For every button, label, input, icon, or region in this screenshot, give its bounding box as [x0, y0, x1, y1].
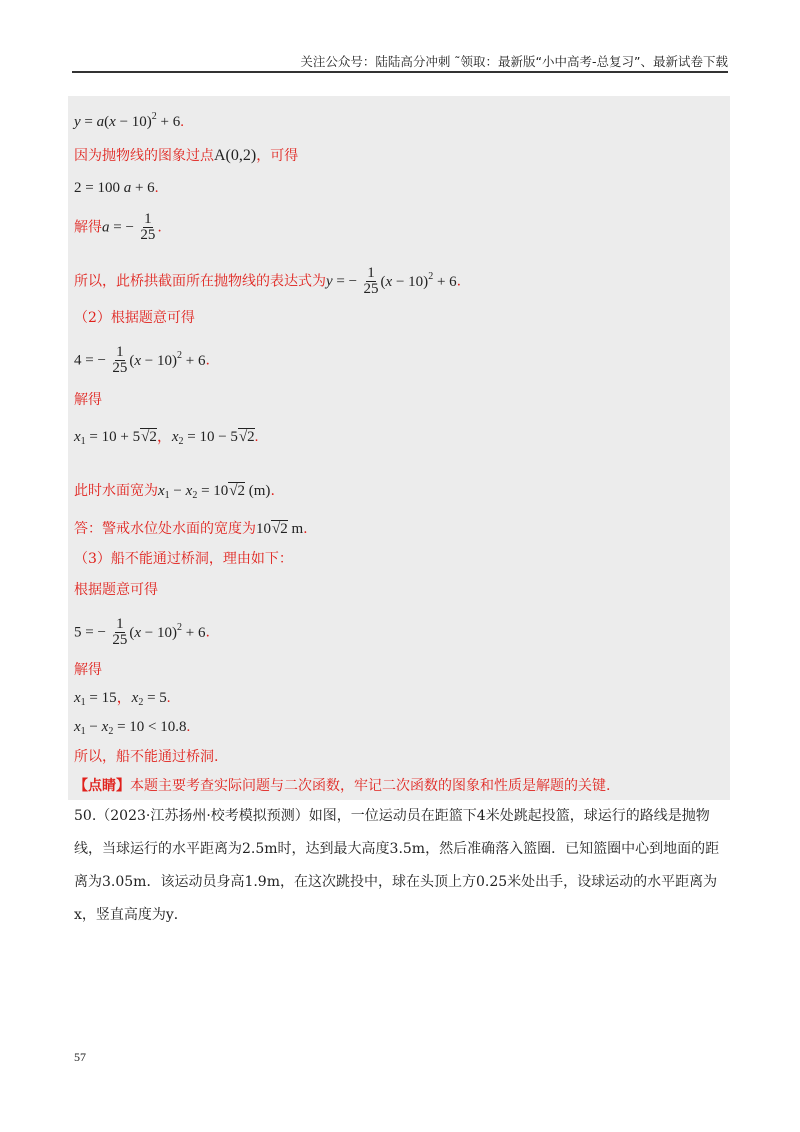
passes-point-text: 因为抛物线的图象过点 — [74, 148, 214, 164]
point-a: A(0,2) — [214, 147, 257, 164]
answer-label: 答：警戒水位处水面的宽度为 — [74, 521, 256, 537]
part3-basis: 根据题意可得 — [74, 582, 158, 598]
eq-vertex-form: $y = a(x - 10)^2 + 6$. — [74, 111, 184, 130]
water-width-label: 此时水面宽为 — [74, 483, 158, 499]
question-source: （2023·江苏扬州·校考模拟预测） — [96, 808, 309, 824]
question-number: 50. — [74, 808, 97, 824]
fraction-part2-numerator: 1 — [116, 344, 124, 360]
question-text: 如图，一位运动员在距篮下4米处跳起投篮，球运行的路线是抛物线，当球运行的水平距离为2.5m时，达到最大高度3.5m，然后准确落入篮圈．已知篮圈中心到地面的距离为3.05m．该运动员身高1.9m，在这次跳投中，球在头顶上方0.25米处出手，设球运动的水平距离为x，竖直高度为y． — [74, 808, 720, 923]
part2-solve-label: 解得 — [74, 392, 102, 408]
comment-tag: 【点睛】 — [74, 778, 130, 794]
part3-equation: 5 = − $\frac{1}{25}$ $(x - 10)^2 + 6$. — [74, 616, 210, 648]
solve-a-line: 解得a = − $\frac{1}{25}$ . — [74, 211, 162, 243]
fraction-final — [364, 266, 379, 297]
part3-conclusion: 所以，船不能通过桥洞. — [74, 749, 219, 765]
fraction-final-denominator: 25 — [363, 281, 379, 297]
part2-roots: $x_1 = 10 + 5√2$，$x_2 = 10 - 5√2$. — [74, 429, 259, 447]
comment-line — [74, 776, 610, 796]
fraction-a — [140, 212, 155, 243]
page-header: 关注公众号：陆陆高分冲刺 ˜领取：最新版“小中高考-总复习”、最新试卷下载 — [300, 54, 728, 69]
water-width-line: 此时水面宽为$x_1 - x_2 = 10√2$ (m). — [74, 483, 275, 501]
final-expression-label: 所以，此桥拱截面所在抛物线的表达式为 — [74, 273, 326, 290]
part2-equation: 4 = − $\frac{1}{25}$ $(x - 10)^2 + 6$. — [74, 344, 210, 376]
part3-solve-label: 解得 — [74, 662, 102, 678]
fraction-part3 — [112, 617, 127, 648]
question-50 — [74, 800, 730, 932]
comment-text: 本题主要考查实际问题与二次函数，牢记二次函数的图象和性质是解题的关键. — [130, 778, 611, 794]
page-number: 57 — [74, 1050, 86, 1064]
fraction-final-numerator: 1 — [367, 265, 375, 281]
part3-difference: $x_1 - x_2 = 10 < 10.8$. — [74, 719, 191, 737]
fraction-part3-numerator: 1 — [116, 616, 124, 632]
header-divider — [72, 71, 728, 73]
fraction-a-numerator: 1 — [144, 211, 152, 227]
part2-title: （2）根据题意可得 — [74, 310, 195, 326]
can-get-text: ，可得 — [256, 148, 299, 164]
part3-title: （3）船不能通过桥洞，理由如下： — [74, 551, 293, 567]
fraction-part2 — [112, 345, 127, 376]
answer-line: 答：警戒水位处水面的宽度为10√2 m. — [74, 521, 308, 537]
solve-a-label: 解得 — [74, 219, 102, 236]
passes-point-line — [74, 146, 298, 166]
final-expression-line: 所以，此桥拱截面所在抛物线的表达式为y = − $\frac{1}{25}$ $(x - 10)^2 + 6$. — [74, 265, 462, 297]
fraction-part3-denominator: 25 — [112, 632, 128, 648]
fraction-a-denominator: 25 — [140, 227, 156, 243]
fraction-part2-denominator: 25 — [112, 360, 128, 376]
eq-substitute: 2 = 100 a + 6. — [74, 180, 159, 196]
part3-roots: $x_1 = 15$，$x_2 = 5$. — [74, 690, 171, 708]
